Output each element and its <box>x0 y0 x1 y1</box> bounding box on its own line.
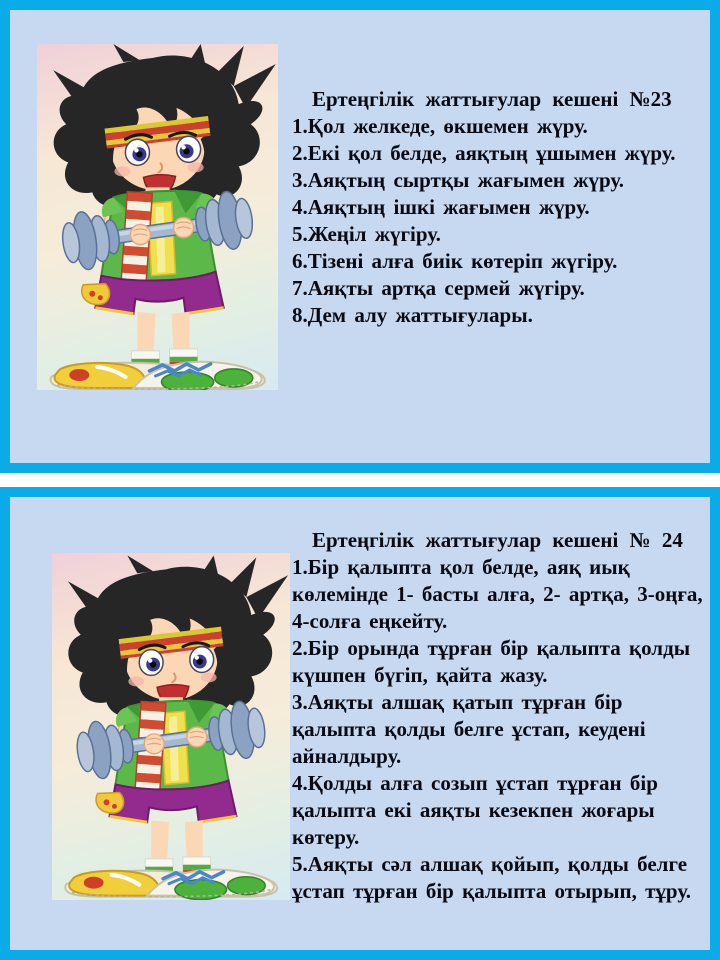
exercise-item: 4.Аяқтың ішкі жағымен жүру. <box>292 195 590 219</box>
boy-lifting-dumbbell-art <box>52 553 290 900</box>
boy-dumbbell-illustration-1 <box>37 44 278 390</box>
exercise-text-1 <box>292 86 708 329</box>
card-title-1: Ертеңгілік жаттығулар кешені №23 <box>312 87 672 111</box>
exercise-item: 6.Тізені алға биік көтеріп жүгіру. <box>292 249 618 273</box>
exercise-item: 8.Дем алу жаттығулары. <box>292 303 533 327</box>
exercise-item: 2.Бір орында тұрған бір қалыпта қолды күшпен бүгіп, қайта жазу. <box>292 636 691 687</box>
exercise-item: 7.Аяқты артқа сермей жүгіру. <box>292 276 585 300</box>
exercise-card-2 <box>10 497 710 950</box>
exercise-item: 5.Аяқты сәл алшақ қойып, қолды белге ұстап тұрған бір қалыпта отырып, тұру. <box>292 852 691 903</box>
exercise-card-1 <box>10 10 710 463</box>
exercise-list-1 <box>292 113 708 329</box>
slide-separator <box>0 473 720 487</box>
exercise-item: 5.Жеңіл жүгіру. <box>292 222 441 246</box>
exercise-text-2 <box>292 527 708 905</box>
exercise-item: 3.Аяқты алшақ қатып тұрған бір қалыпта қолды белге ұстап, кеудені айналдыру. <box>292 690 646 768</box>
exercise-list-2 <box>292 554 708 905</box>
slide-2 <box>0 487 720 960</box>
exercise-item: 3.Аяқтың сыртқы жағымен жүру. <box>292 168 625 192</box>
boy-lifting-dumbbell-art <box>37 44 278 390</box>
exercise-item: 1.Қол желкеде, өкшемен жүру. <box>292 114 588 138</box>
card-title-2: Ертеңгілік жаттығулар кешені № 24 <box>312 528 683 552</box>
exercise-item: 4.Қолды алға созып ұстап тұрған бір қалыпта екі аяқты кезекпен жоғары көтеру. <box>292 771 658 849</box>
exercise-item: 1.Бір қалыпта қол белде, аяқ иық көлемінде 1- басты алға, 2- артқа, 3-оңға, 4-солға еңкейту. <box>292 555 703 633</box>
exercise-item: 2.Екі қол белде, аяқтың ұшымен жүру. <box>292 141 676 165</box>
slide-1 <box>0 0 720 473</box>
boy-dumbbell-illustration-2 <box>52 553 290 900</box>
